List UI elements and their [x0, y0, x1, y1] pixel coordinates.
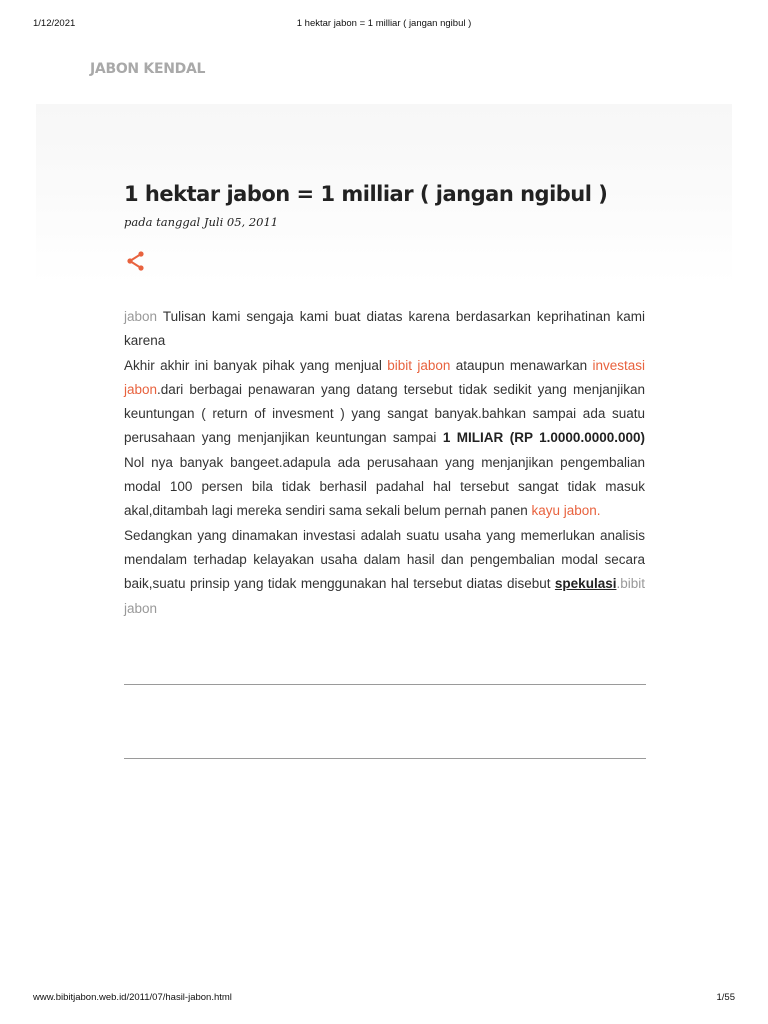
jabon-tag-link[interactable]: jabon: [124, 309, 158, 324]
paragraph-intro: [124, 305, 645, 354]
share-icon: [124, 249, 148, 273]
paragraph-investment: [124, 524, 645, 621]
divider: [124, 684, 646, 685]
share-button[interactable]: [124, 249, 148, 273]
print-url: www.bibitjabon.web.id/2011/07/hasil-jabon.html: [33, 992, 232, 1003]
print-date: 1/12/2021: [33, 18, 76, 29]
print-header: [0, 18, 768, 32]
print-page-title: 1 hektar jabon = 1 milliar ( jangan ngibul ): [296, 18, 472, 29]
paragraph-offers: [124, 354, 645, 524]
spekulasi-link[interactable]: spekulasi: [554, 576, 617, 592]
blog-name-link[interactable]: JABON KENDAL: [90, 61, 206, 77]
bibit-jabon-link[interactable]: bibit jabon: [387, 357, 451, 373]
divider: [124, 758, 646, 759]
paragraph-text: Akhir akhir ini banyak pihak yang menjual: [124, 357, 388, 373]
kayu-jabon-link[interactable]: kayu jabon.: [531, 503, 601, 519]
paragraph-text: Tulisan kami sengaja kami buat diatas karena berdasarkan keprihatinan kami karena: [124, 309, 645, 349]
post-date: pada tanggal Juli 05, 2011: [124, 215, 279, 229]
post-title: 1 hektar jabon = 1 milliar ( jangan ngibul ): [124, 182, 608, 206]
bibit-jabon-tag-link[interactable]: .bibit jabon: [124, 576, 645, 616]
print-footer: [0, 992, 768, 1006]
miliar-bold-text: 1 MILIAR (RP 1.0000.0000.000): [442, 430, 645, 446]
paragraph-text: Nol nya banyak bangeet.adapula ada perusahaan yang menjanjikan pengembalian modal 100 persen bila tidak berhasil padahal hal tersebut sangat tidak masuk akal,ditambah lagi mereka sendiri sama sekali belum pernah panen: [124, 454, 645, 519]
paragraph-text: .dari berbagai penawaran yang datang tersebut tidak sedikit yang menjanjikan keuntungan ( return of invesment ) yang sangat banyak.bahkan sampai ada suatu perusahaan yang menjanjikan keuntungan sampai: [124, 381, 645, 446]
print-page-number: 1/55: [716, 992, 735, 1003]
paragraph-text: Sedangkan yang dinamakan investasi adalah suatu usaha yang memerlukan analisis mendalam terhadap kelayakan usaha dalam hasil dan pengembalian modal secara baik,suatu prinsip yang tidak menggunakan hal tersebut diatas disebut: [124, 527, 645, 592]
paragraph-text: ataupun menawarkan: [450, 357, 593, 373]
investasi-jabon-link[interactable]: investasi jabon: [124, 357, 645, 397]
post-body: [124, 305, 645, 621]
